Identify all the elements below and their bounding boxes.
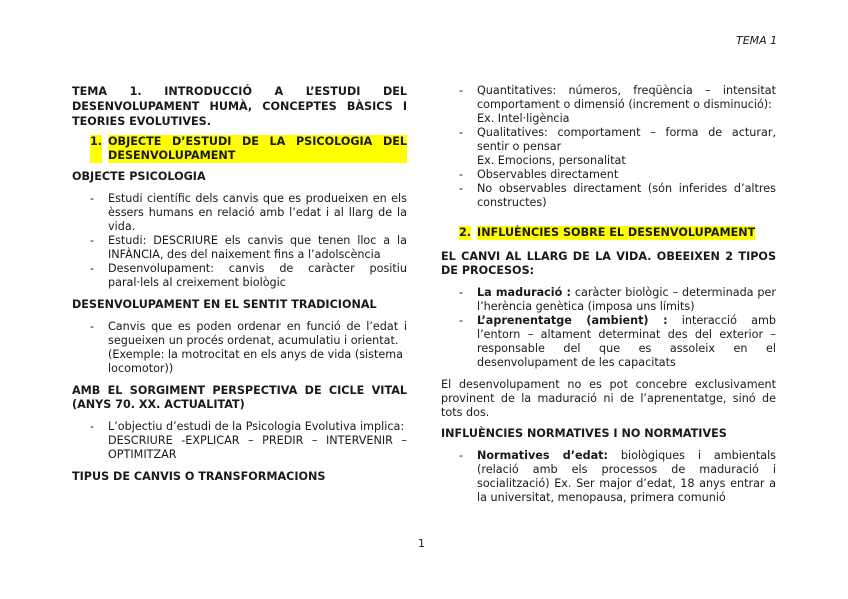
list-item: - Desenvolupament: canvis de caràcter positiu paral·lels al creixement biològic <box>90 262 407 289</box>
running-header: TEMA 1 <box>736 34 778 47</box>
subheading-cicle-vital: AMB EL SORGIMENT PERSPECTIVA DE CICLE VITAL (ANYS 70. XX. ACTUALITAT) <box>72 384 407 411</box>
paragraph-desenvolupament: El desenvolupament no es pot concebre exclusivament provinent de la maduració ni de l’aprenentatge, sinó de tots dos. <box>441 378 776 419</box>
list-processos <box>441 286 776 370</box>
subheading-influencies-normatives: INFLUÈNCIES NORMATIVES I NO NORMATIVES <box>441 427 727 440</box>
section-1-number: 1. <box>90 135 102 163</box>
list-item: - Quantitatives: números, freqüència – intensitat comportament o dimensió (increment o disminució): Ex. Intel·ligència <box>459 84 776 125</box>
list-item: - Qualitatives: comportament – forma de acturar, sentir o pensar Ex. Emocions, personalitat <box>459 126 776 167</box>
list-item: - L’aprenentatge (ambient) : interacció amb l’entorn – altament determinat des del exterior – responsable del que es assoleix en el desenvolupament de les capacitats <box>459 314 776 369</box>
list-item: - No observables directament (són inferides d’altres constructes) <box>459 182 776 209</box>
right-column <box>441 84 776 513</box>
section-1-title: OBJECTE D’ESTUDI DE LA PSICOLOGIA DEL DESENVOLUPAMENT <box>108 135 407 162</box>
list-item: - La maduració : caràcter biològic – determinada per l’herència genètica (imposa uns límits) <box>459 286 777 313</box>
page-number: 1 <box>418 537 425 550</box>
subheading-sentit-tradicional: DESENVOLUPAMENT EN EL SENTIT TRADICIONAL <box>72 298 377 311</box>
list-item: - Estudi científic dels canvis que es produeixen en els èssers humans en relació amb l’edat i al llarg de la vida. <box>90 192 407 233</box>
section-2-heading <box>441 226 776 240</box>
list-objecte <box>72 192 407 290</box>
list-cicle-vital <box>72 420 407 462</box>
subheading-canvi-vida: EL CANVI AL LLARG DE LA VIDA. OBEEIXEN 2 TIPOS DE PROCESOS: <box>441 250 776 277</box>
list-item: - L’objectiu d’estudi de la Psicologia Evolutiva implica: DESCRIURE -EXPLICAR – PREDIR – INTERVENIR – OPTIMITZAR <box>90 420 407 461</box>
list-normatives <box>441 449 776 505</box>
section-1-heading <box>72 135 407 163</box>
list-item: - Canvis que es poden ordenar en funció de l’edat i segueixen un procés ordenat, acumulatiu i orientat. (Exemple: la motrocitat en els anys de vida (sistema locomotor)) <box>90 320 407 375</box>
subheading-tipus-canvis: TIPUS DE CANVIS O TRANSFORMACIONS <box>72 470 326 483</box>
list-item: - Observables directament <box>459 168 619 181</box>
section-2-title: INFLUÈNCIES SOBRE EL DESENVOLUPAMENT <box>477 226 756 239</box>
left-column <box>72 84 407 492</box>
list-tipus-canvis <box>441 84 776 210</box>
list-item: - Estudi: DESCRIURE els canvis que tenen lloc a la INFÀNCIA, des del naixement fins a l’adolscència <box>90 234 407 261</box>
list-tradicional <box>72 320 407 376</box>
subheading-objecte-psicologia: OBJECTE PSICOLOGIA <box>72 170 206 183</box>
document-title: TEMA 1. INTRODUCCIÓ A L’ESTUDI DEL DESENVOLUPAMENT HUMÀ, CONCEPTES BÀSICS I TEORIES EVOLUTIVES. <box>72 85 407 128</box>
section-2-number: 2. <box>459 226 472 239</box>
list-item: - Normatives d’edat: biològiques i ambientals (relació amb els processos de maduració i socialització) Ex. Ser major d’edat, 18 anys entrar a la universitat, menopausa, primera comunió <box>459 449 777 504</box>
